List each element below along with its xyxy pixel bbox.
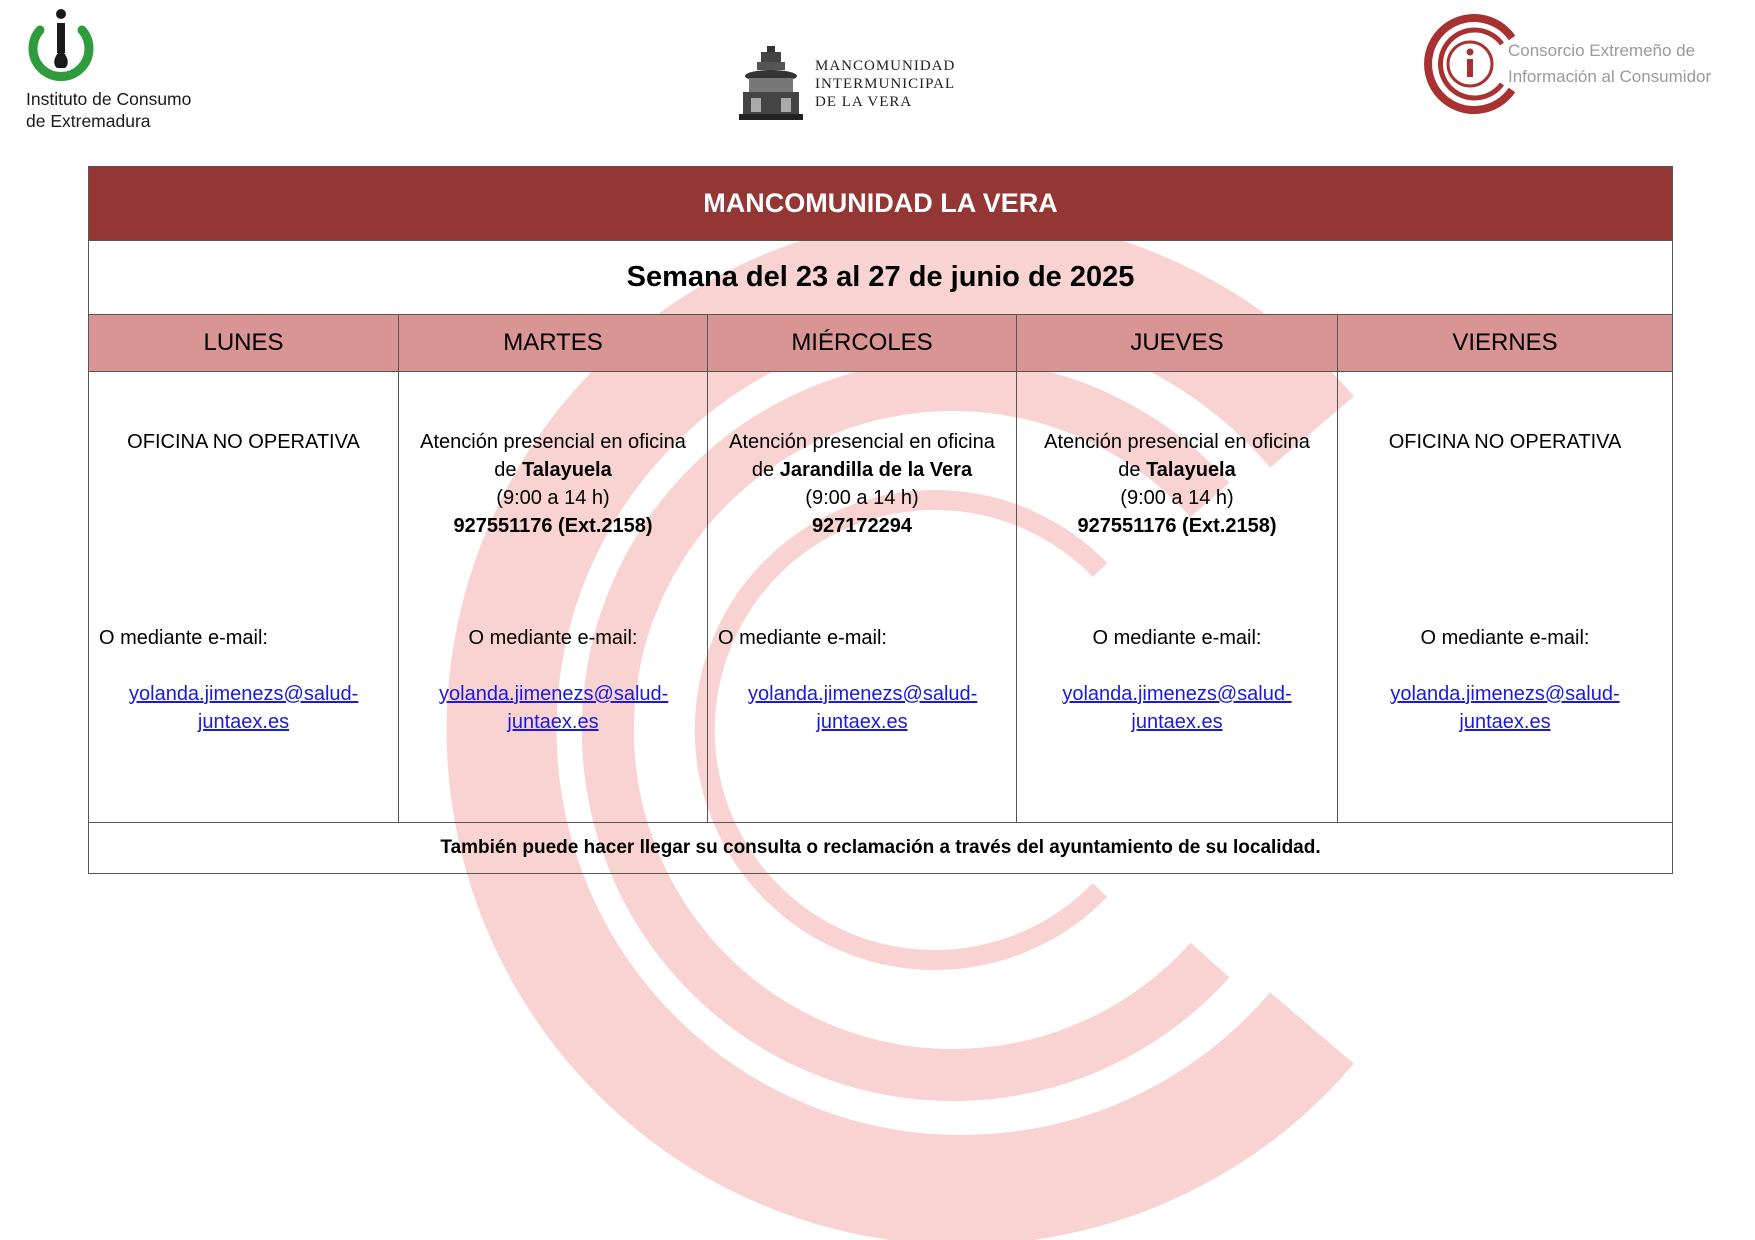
- office-place: Talayuela: [522, 459, 612, 481]
- day-cell-martes: [399, 372, 708, 823]
- attention-label: Atención presencial en oficina: [420, 431, 686, 453]
- fountain-icon: [735, 44, 807, 124]
- email-link[interactable]: yolanda.jimenezs@salud-juntaex.es: [439, 683, 669, 733]
- email-link[interactable]: yolanda.jimenezs@salud-juntaex.es: [1062, 683, 1292, 733]
- office-status: OFICINA NO OPERATIVA: [127, 431, 360, 453]
- office-prefix: de: [751, 459, 780, 481]
- ice-emblem-icon: [26, 6, 96, 86]
- office-hours: (9:00 a 14 h): [1120, 487, 1234, 509]
- day-header-martes: MARTES: [399, 315, 708, 372]
- office-prefix: de: [1118, 459, 1147, 481]
- day-cell-miercoles: [708, 372, 1017, 823]
- email-prefix: O mediante e-mail:: [718, 627, 887, 649]
- mancomunidad-line2: INTERMUNICIPAL: [815, 76, 956, 92]
- office-phone: 927172294: [811, 515, 913, 537]
- attention-label: Atención presencial en oficina: [1044, 431, 1310, 453]
- office-hours: (9:00 a 14 h): [805, 487, 919, 509]
- office-place: Jarandilla de la Vera: [779, 459, 973, 481]
- consorcio-line2: Información al Consumidor: [1508, 67, 1712, 86]
- ice-name-line1: Instituto de Consumo: [26, 89, 192, 109]
- schedule-table: [88, 166, 1673, 874]
- office-phone: 927551176 (Ext.2158): [453, 515, 653, 537]
- day-cell-jueves: [1017, 372, 1338, 823]
- day-header-lunes: LUNES: [89, 315, 399, 372]
- attention-label: Atención presencial en oficina: [729, 431, 995, 453]
- email-link[interactable]: yolanda.jimenezs@salud-juntaex.es: [129, 683, 359, 733]
- ice-logo: [26, 6, 226, 131]
- table-title: MANCOMUNIDAD LA VERA: [89, 167, 1673, 241]
- consorcio-line1: Consorcio Extremeño de: [1508, 41, 1696, 60]
- email-prefix: O mediante e-mail:: [99, 627, 268, 649]
- office-hours: (9:00 a 14 h): [496, 487, 610, 509]
- consorcio-logo: [1420, 14, 1711, 114]
- day-cell-lunes: [89, 372, 399, 823]
- footer-note: También puede hacer llegar su consulta o reclamación a través del ayuntamiento de su localidad.: [89, 823, 1673, 874]
- email-link[interactable]: yolanda.jimenezs@salud-juntaex.es: [748, 683, 978, 733]
- office-place: Talayuela: [1146, 459, 1236, 481]
- office-prefix: de: [494, 459, 523, 481]
- email-prefix: O mediante e-mail:: [1092, 627, 1262, 649]
- email-prefix: O mediante e-mail:: [468, 627, 638, 649]
- day-cell-viernes: [1338, 372, 1673, 823]
- consorcio-emblem-icon: [1420, 14, 1520, 114]
- ice-name-line2: de Extremadura: [26, 111, 151, 131]
- week-label: Semana del 23 al 27 de junio de 2025: [89, 241, 1673, 315]
- mancomunidad-line3: DE LA VERA: [815, 94, 913, 110]
- mancomunidad-line1: MANCOMUNIDAD: [815, 58, 956, 74]
- office-status: OFICINA NO OPERATIVA: [1388, 431, 1622, 453]
- email-link[interactable]: yolanda.jimenezs@salud-juntaex.es: [1390, 683, 1620, 733]
- office-phone: 927551176 (Ext.2158): [1077, 515, 1277, 537]
- email-prefix: O mediante e-mail:: [1420, 627, 1590, 649]
- day-header-jueves: JUEVES: [1017, 315, 1338, 372]
- mancomunidad-logo: [735, 44, 955, 124]
- day-header-viernes: VIERNES: [1338, 315, 1673, 372]
- day-header-miercoles: MIÉRCOLES: [708, 315, 1017, 372]
